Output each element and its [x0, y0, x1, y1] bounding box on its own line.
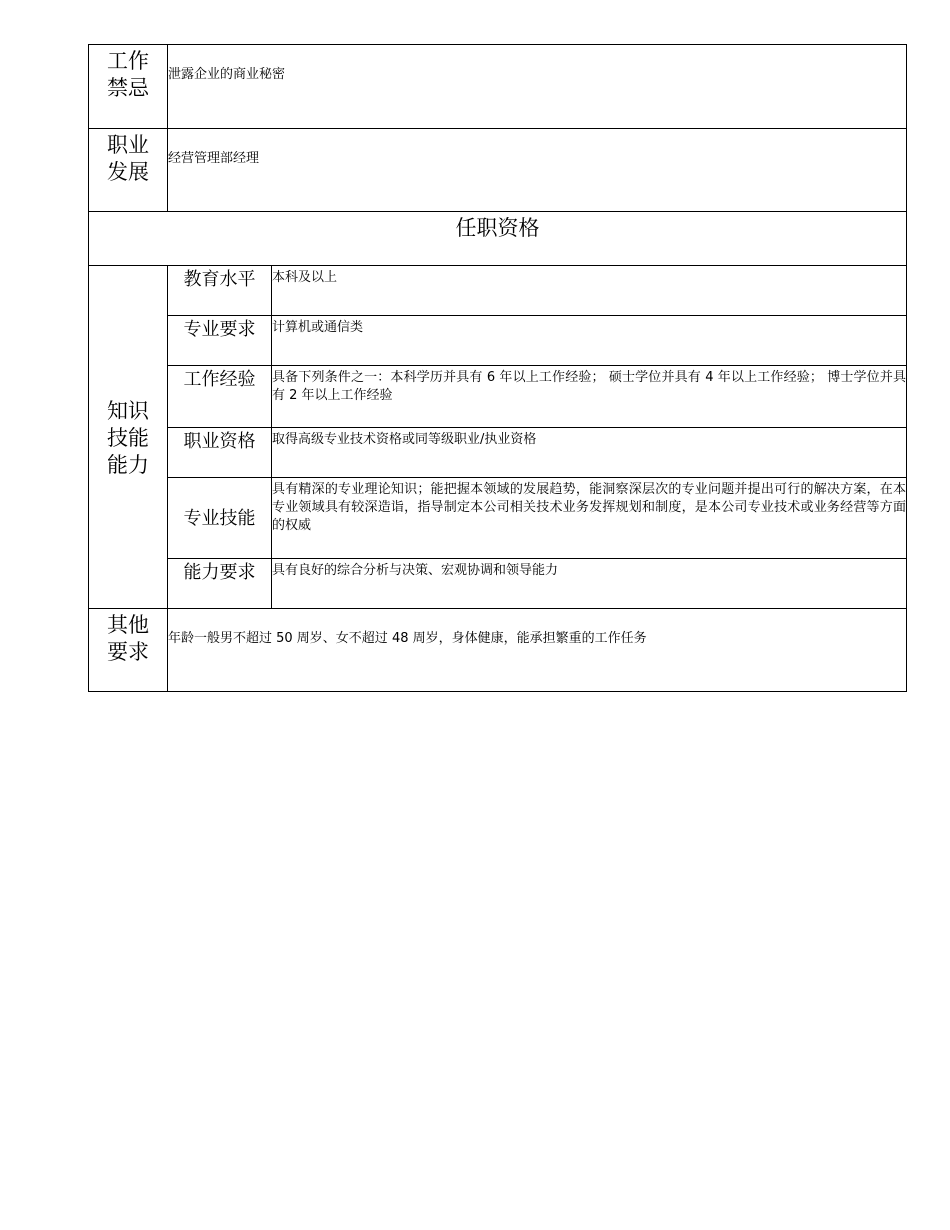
- row-professional-skills: [89, 478, 907, 559]
- label-knowledge-skills: 知识 技能 能力: [89, 266, 168, 609]
- content-experience: 具备下列条件之一：本科学历并具有 6 年以上工作经验； 硕士学位并具有 4 年以上工作经验； 博士学位并具有 2 年以上工作经验: [272, 366, 907, 428]
- label-experience: 工作经验: [168, 366, 272, 428]
- content-major: 计算机或通信类: [272, 316, 907, 366]
- row-major: [89, 316, 907, 366]
- content-professional-skills: 具有精深的专业理论知识；能把握本领域的发展趋势，能洞察深层次的专业问题并提出可行的解决方案，在本专业领域具有较深造诣，指导制定本公司相关技术业务发挥规划和制度，是本公司专业技术或业务经营等方面的权威: [272, 478, 907, 559]
- row-work-taboo: [89, 45, 907, 129]
- content-other-requirements: 年龄一般男不超过 50 周岁、女不超过 48 周岁，身体健康，能承担繁重的工作任务: [168, 609, 907, 692]
- row-career-development: [89, 129, 907, 212]
- label-major: 专业要求: [168, 316, 272, 366]
- row-other-requirements: [89, 609, 907, 692]
- row-qualification-title: [89, 212, 907, 266]
- row-ability: [89, 559, 907, 609]
- row-certification: [89, 428, 907, 478]
- row-experience: [89, 366, 907, 428]
- content-education: 本科及以上: [272, 266, 907, 316]
- content-career-development: 经营管理部经理: [168, 129, 907, 212]
- label-other-requirements: 其他 要求: [89, 609, 168, 692]
- section-title-qualifications: 任职资格: [89, 212, 907, 266]
- label-ability: 能力要求: [168, 559, 272, 609]
- content-certification: 取得高级专业技术资格或同等级职业/执业资格: [272, 428, 907, 478]
- label-professional-skills: 专业技能: [168, 478, 272, 559]
- label-certification: 职业资格: [168, 428, 272, 478]
- label-work-taboo: 工作 禁忌: [89, 45, 168, 129]
- job-spec-table: [88, 44, 907, 692]
- label-career-development: 职业 发展: [89, 129, 168, 212]
- label-education: 教育水平: [168, 266, 272, 316]
- content-work-taboo: 泄露企业的商业秘密: [168, 45, 907, 129]
- content-ability: 具有良好的综合分析与决策、宏观协调和领导能力: [272, 559, 907, 609]
- row-education: [89, 266, 907, 316]
